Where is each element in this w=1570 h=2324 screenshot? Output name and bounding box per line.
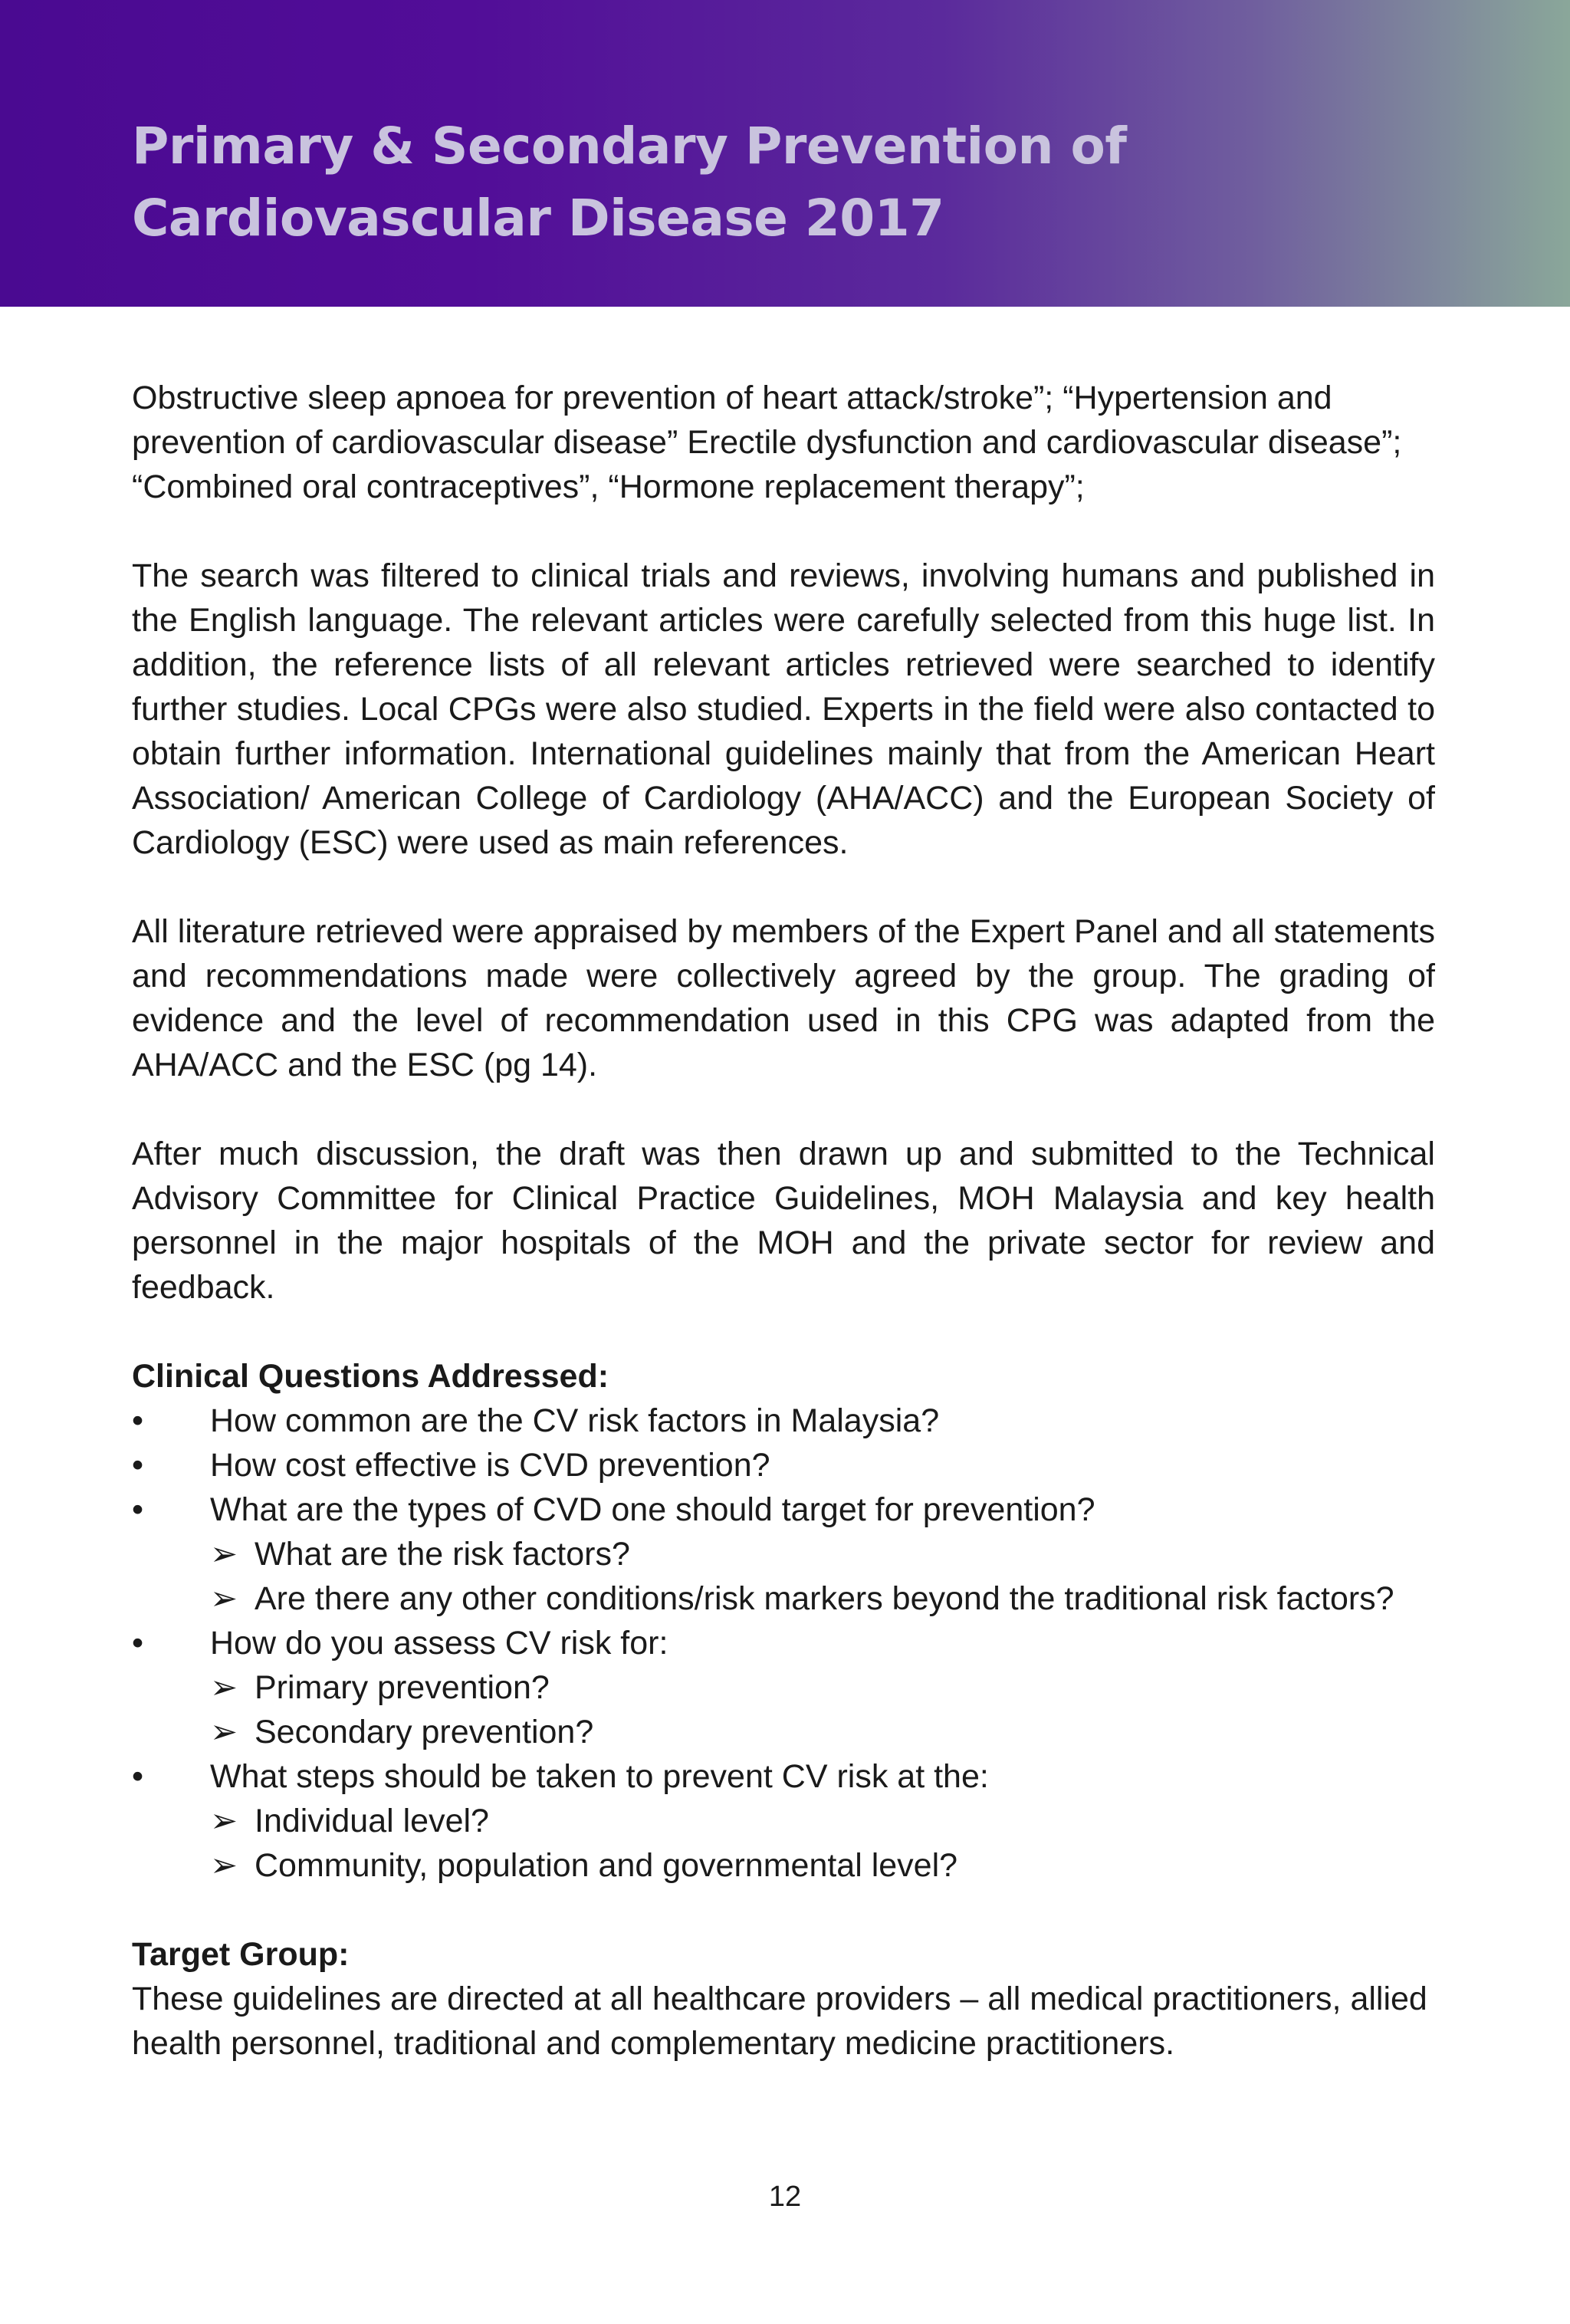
target-group-heading: Target Group: [132,1936,350,1973]
question-text: What are the types of CVD one should target for prevention? [210,1491,1095,1528]
sub-list-item [210,1843,1435,1888]
sub-list-item [210,1532,1435,1576]
list-item [132,1399,1435,1443]
search-terms-paragraph: Obstructive sleep apnoea for prevention of heart attack/stroke”; “Hypertension and prevention of cardiovascular disease” Erectile dysfunction and cardiovascular disease”; “Combined oral contraceptives”, “Hormone replacement therapy”; [132,380,1402,505]
arrow-bullet-icon: ➢ [210,1669,238,1706]
arrow-bullet-icon: ➢ [210,1803,238,1839]
question-text: How cost effective is CVD prevention? [210,1447,770,1484]
arrow-bullet-icon: ➢ [210,1847,238,1884]
question-text: How common are the CV risk factors in Malaysia? [210,1402,940,1439]
sub-question-list [210,1665,1435,1754]
arrow-bullet-icon: ➢ [210,1714,238,1750]
search-method-paragraph: The search was filtered to clinical trials and reviews, involving humans and published in the English language. The relevant articles were carefully selected from this huge list. In addition, the reference lists of all relevant articles retrieved were searched to identify further studies. Local CPGs were also studied. Experts in the field were also contacted to obtain further information. International guidelines mainly that from the American Heart Association/ American College of Cardiology (AHA/ACC) and the European Society of Cardiology (ESC) were used as main references. [132,557,1435,861]
list-item [132,1621,1435,1754]
sub-question-text: Are there any other conditions/risk markers beyond the traditional risk factors? [255,1580,1394,1617]
list-item [132,1487,1435,1621]
appraisal-paragraph: All literature retrieved were appraised by members of the Expert Panel and all statements and recommendations made were collectively agreed by the group. The grading of evidence and the level of recommendation used in this CPG was adapted from the AHA/ACC and the ESC (pg 14). [132,913,1435,1083]
page-number: 12 [768,2181,802,2213]
bullet-icon: • [132,1447,144,1484]
sub-question-text: Community, population and governmental level? [255,1847,958,1884]
sub-question-text: Primary prevention? [255,1669,550,1706]
main-content [132,376,1435,2066]
sub-question-text: Individual level? [255,1803,489,1839]
sub-question-text: Secondary prevention? [255,1714,594,1750]
sub-list-item [210,1799,1435,1843]
bullet-icon: • [132,1402,144,1439]
review-paragraph: After much discussion, the draft was then drawn up and submitted to the Technical Advisory Committee for Clinical Practice Guidelines, MOH Malaysia and key health personnel in the major hospitals of the MOH and the private sector for review and feedback. [132,1136,1435,1306]
bullet-icon: • [132,1758,144,1795]
list-item [132,1754,1435,1888]
question-text: How do you assess CV risk for: [210,1625,668,1662]
sub-question-list [210,1799,1435,1888]
arrow-bullet-icon: ➢ [210,1580,238,1617]
list-item [132,1443,1435,1487]
sub-question-text: What are the risk factors? [255,1536,630,1573]
clinical-questions-list [132,1399,1435,1888]
bullet-icon: • [132,1491,144,1528]
clinical-questions-heading: Clinical Questions Addressed: [132,1358,609,1395]
sub-question-list [210,1532,1435,1621]
target-group-text: These guidelines are directed at all healthcare providers – all medical practitioners, allied health personnel, traditional and complementary medicine practitioners. [132,1980,1427,2062]
arrow-bullet-icon: ➢ [210,1536,238,1573]
bullet-icon: • [132,1625,144,1662]
sub-list-item [210,1576,1435,1621]
question-text: What steps should be taken to prevent CV risk at the: [210,1758,989,1795]
sub-list-item [210,1665,1435,1710]
sub-list-item [210,1710,1435,1754]
page-title: Primary & Secondary Prevention of Cardiovascular Disease 2017 [132,117,1127,248]
